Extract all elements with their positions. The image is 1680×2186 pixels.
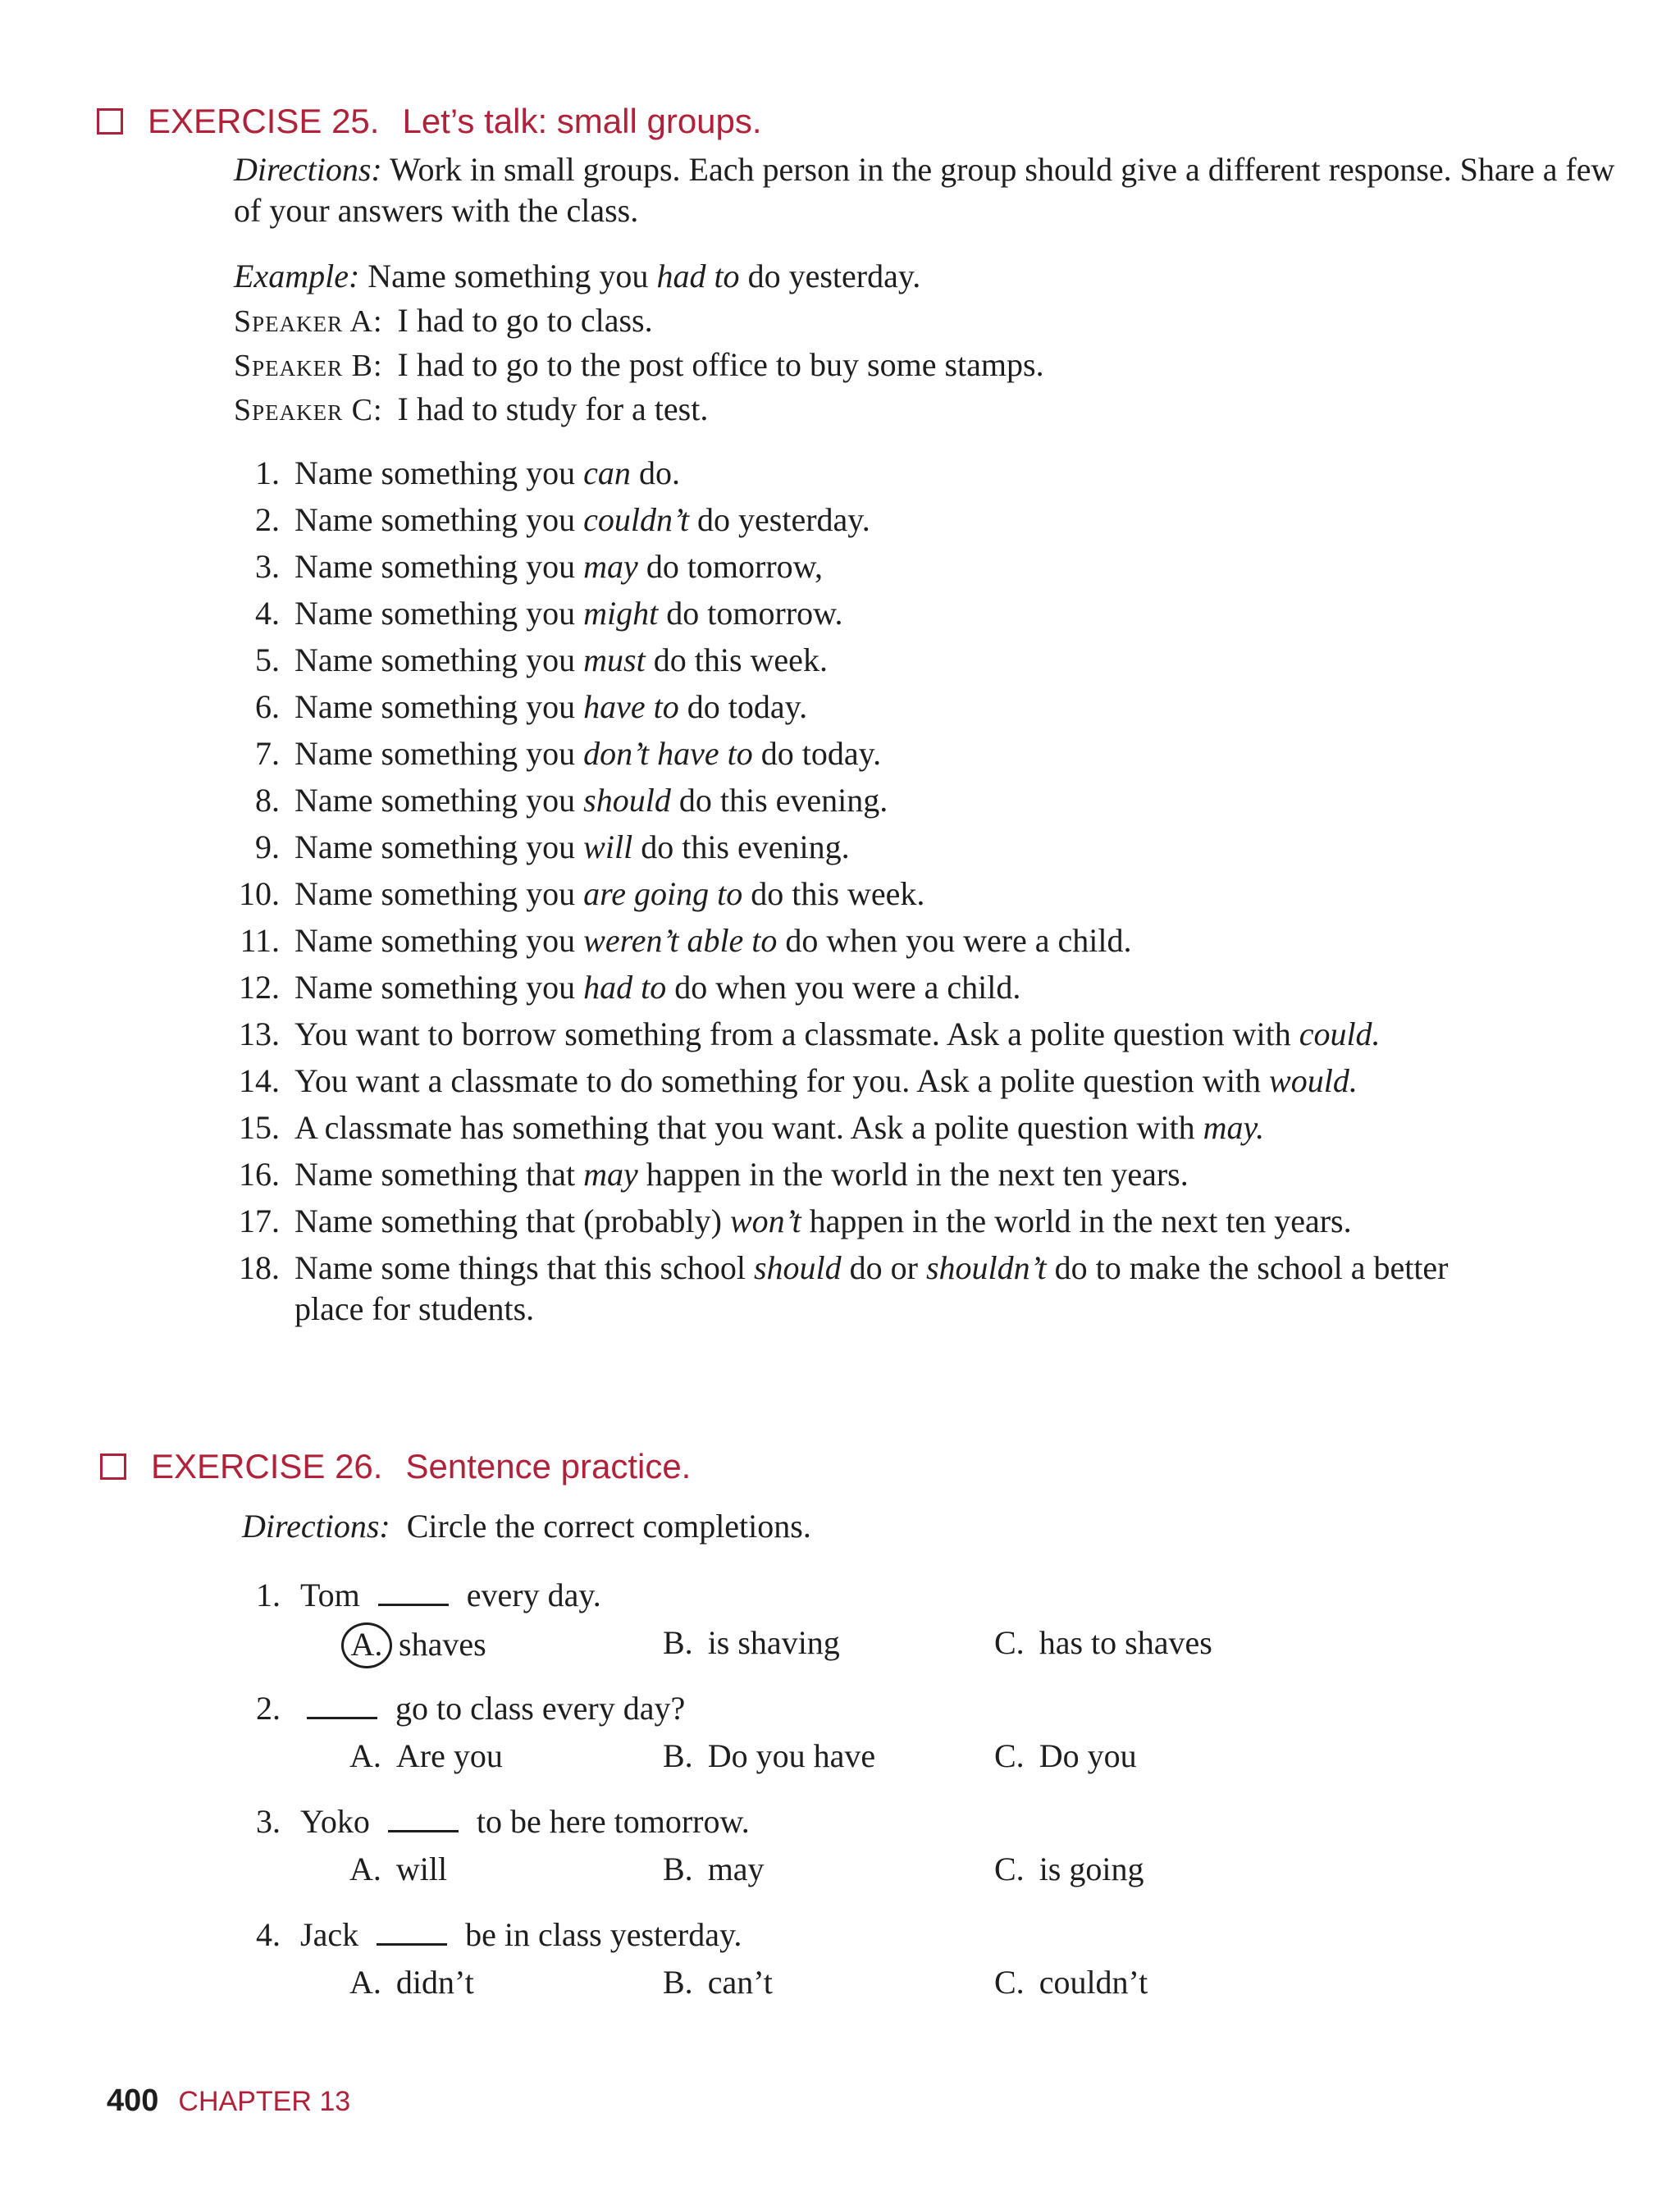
list-item <box>226 546 1538 587</box>
item-text-part: do yesterday. <box>689 501 870 538</box>
option-letter: B. <box>663 1624 693 1661</box>
speaker-b-text: I had to go to the post office to buy some stamps. <box>397 346 1044 383</box>
item-modal: would. <box>1269 1062 1358 1099</box>
chapter-label: CHAPTER 13 <box>178 2086 351 2117</box>
item-text-part: do to make the school a better place for students. <box>294 1249 1449 1327</box>
item-number: 6. <box>255 688 280 725</box>
directions-label: Directions: <box>242 1508 390 1545</box>
exercise-26-checkbox[interactable] <box>100 1454 126 1480</box>
item-text-part: do this week. <box>742 875 925 912</box>
item-number: 18. <box>239 1249 280 1286</box>
item-text <box>294 546 1525 587</box>
list-item <box>226 500 1538 541</box>
option-text: is shaving <box>707 1624 840 1661</box>
item-text <box>294 920 1525 961</box>
item-modal: won’t <box>729 1203 801 1239</box>
item-modal: must <box>583 641 646 678</box>
item-text-part: Name something you <box>294 688 584 725</box>
exercise-26-heading <box>100 1447 691 1486</box>
item-modal: may <box>583 1156 638 1193</box>
item-modal: couldn’t <box>583 501 690 538</box>
option-letter: C. <box>994 1851 1025 1887</box>
question-stem-post: every day. <box>466 1577 601 1613</box>
item-text-part: do today. <box>752 735 882 772</box>
item-text-part: do. <box>630 454 680 491</box>
item-text-part: Name something you <box>294 969 584 1006</box>
speaker-a-text: I had to go to class. <box>397 302 653 339</box>
item-text <box>294 593 1525 634</box>
item-text-part: Name something you <box>294 548 584 585</box>
option-b[interactable] <box>663 1849 765 1890</box>
item-number: 10. <box>239 875 280 912</box>
option-letter: C. <box>994 1624 1025 1661</box>
answer-blank <box>378 1579 449 1606</box>
item-text-part: You want a classmate to do something for you. Ask a polite question with <box>294 1062 1270 1099</box>
option-a[interactable] <box>349 1962 474 2003</box>
question-number: 4. <box>256 1916 281 1953</box>
item-text-part: A classmate has something that you want. Ask a polite question with <box>294 1109 1203 1146</box>
option-letter: C. <box>994 1964 1025 2001</box>
option-a[interactable] <box>349 1736 503 1777</box>
item-number: 5. <box>255 641 280 678</box>
item-text-part: do when you were a child. <box>666 969 1021 1006</box>
question-stem-pre: Yoko <box>300 1803 370 1840</box>
item-text-part: Name something you <box>294 735 584 772</box>
option-c[interactable] <box>994 1736 1137 1777</box>
item-number: 2. <box>255 501 280 538</box>
item-text-part: Name something you <box>294 922 584 959</box>
item-modal: will <box>583 828 633 865</box>
question-number: 3. <box>256 1803 281 1840</box>
item-text-part: happen in the world in the next ten years. <box>801 1203 1352 1239</box>
item-text <box>294 687 1525 728</box>
item-text-part: Name something you <box>294 828 584 865</box>
exercise-25-label: EXERCISE 25. <box>148 102 380 140</box>
speaker-b-line <box>234 345 1044 386</box>
option-letter: B. <box>663 1737 693 1774</box>
item-number: 15. <box>239 1109 280 1146</box>
directions-text: Work in small groups. Each person in the group should give a different response. Share a few of your answers with the class. <box>234 151 1615 229</box>
item-number: 14. <box>239 1062 280 1099</box>
circled-answer-a: A. <box>341 1622 392 1668</box>
list-item <box>226 967 1538 1008</box>
example-modal: had to <box>656 258 740 294</box>
question-2 <box>246 1688 685 1729</box>
option-text: Do you have <box>707 1737 876 1774</box>
item-text-part: Name some things that this school <box>294 1249 754 1286</box>
option-letter: B. <box>663 1964 693 2001</box>
question-3 <box>246 1801 750 1842</box>
option-b[interactable] <box>663 1962 773 2003</box>
item-number: 9. <box>255 828 280 865</box>
option-text: can’t <box>707 1964 773 2001</box>
question-stem-pre: Jack <box>300 1916 359 1953</box>
list-item <box>226 640 1538 681</box>
list-item <box>226 780 1538 821</box>
item-modal: weren’t able to <box>583 922 778 959</box>
item-text <box>294 1154 1525 1195</box>
option-text: has to shaves <box>1039 1624 1212 1661</box>
item-number: 16. <box>239 1156 280 1193</box>
item-text-part: Name something that (probably) <box>294 1203 730 1239</box>
item-text-part: happen in the world in the next ten years. <box>637 1156 1189 1193</box>
item-number: 13. <box>239 1015 280 1052</box>
question-1 <box>246 1575 601 1616</box>
item-number: 8. <box>255 782 280 819</box>
example-text-post: do yesterday. <box>747 258 921 294</box>
answer-blank <box>377 1919 447 1946</box>
speaker-c-label: Speaker C: <box>234 393 383 427</box>
item-modal: have to <box>583 688 679 725</box>
item-text-part: do tomorrow. <box>658 595 843 632</box>
item-number: 3. <box>255 548 280 585</box>
speaker-a-line <box>234 300 653 342</box>
item-modal: may <box>583 548 638 585</box>
list-item <box>226 1107 1538 1148</box>
option-text: Do you <box>1039 1737 1137 1774</box>
item-text-part: Name something you <box>294 501 584 538</box>
option-text: is going <box>1039 1851 1144 1887</box>
directions-text: Circle the correct completions. <box>406 1508 811 1545</box>
answer-blank <box>388 1805 459 1832</box>
item-modal: don’t have to <box>583 735 753 772</box>
item-text <box>294 453 1525 494</box>
question-number: 1. <box>256 1577 281 1613</box>
item-modal: had to <box>583 969 667 1006</box>
item-modal: might <box>583 595 659 632</box>
option-c[interactable] <box>994 1962 1148 2003</box>
option-text: will <box>395 1851 448 1887</box>
list-item <box>226 1248 1538 1330</box>
item-number: 17. <box>239 1203 280 1239</box>
item-modal: should <box>583 782 671 819</box>
speaker-a-label: Speaker A: <box>234 304 383 339</box>
question-stem-pre: Tom <box>300 1577 360 1613</box>
question-4 <box>246 1914 742 1956</box>
list-item <box>226 827 1538 868</box>
option-a[interactable] <box>349 1849 447 1890</box>
speaker-c-text: I had to study for a test. <box>397 390 709 427</box>
question-number: 2. <box>256 1690 281 1727</box>
item-text <box>294 1014 1525 1055</box>
list-item <box>226 1154 1538 1195</box>
item-number: 7. <box>255 735 280 772</box>
option-letter: A. <box>349 1737 381 1774</box>
item-text <box>294 967 1525 1008</box>
item-modal: may. <box>1203 1109 1265 1146</box>
item-text-part: Name something you <box>294 875 584 912</box>
page-number: 400 <box>107 2083 159 2118</box>
option-c[interactable] <box>994 1849 1144 1890</box>
item-text <box>294 1061 1525 1102</box>
directions-label: Directions: <box>234 151 382 188</box>
item-text-part: do this week. <box>645 641 828 678</box>
item-text-part: Name something you <box>294 595 584 632</box>
item-text-part: do tomorrow, <box>637 548 823 585</box>
exercise-25-list <box>226 453 1538 1335</box>
option-text: couldn’t <box>1039 1964 1148 2001</box>
exercise-25-directions <box>234 149 1620 231</box>
example-line <box>234 256 920 297</box>
list-item <box>226 1061 1538 1102</box>
speaker-c-line <box>234 389 708 431</box>
item-text <box>294 780 1525 821</box>
item-number: 4. <box>255 595 280 632</box>
option-text: Are you <box>395 1737 503 1774</box>
item-text-part: do when you were a child. <box>777 922 1132 959</box>
exercise-26-directions <box>242 1506 811 1547</box>
list-item <box>226 453 1538 494</box>
question-stem-post: be in class yesterday. <box>465 1916 742 1953</box>
answer-blank <box>307 1692 377 1719</box>
item-text-part: do this evening. <box>632 828 850 865</box>
option-text: may <box>707 1851 765 1887</box>
list-item <box>226 733 1538 774</box>
list-item <box>226 874 1538 915</box>
option-text: didn’t <box>395 1964 474 2001</box>
list-item <box>226 1201 1538 1242</box>
option-letter: A. <box>349 1851 381 1887</box>
exercise-25-checkbox[interactable] <box>97 108 123 135</box>
list-item <box>226 1014 1538 1055</box>
item-text <box>294 1248 1525 1330</box>
item-text-part: do today. <box>678 688 808 725</box>
item-text-part: Name something that <box>294 1156 584 1193</box>
item-number: 12. <box>239 969 280 1006</box>
item-text-part: You want to borrow something from a classmate. Ask a polite question with <box>294 1015 1299 1052</box>
option-text: shaves <box>399 1626 486 1663</box>
item-text <box>294 733 1525 774</box>
item-modal: are going to <box>583 875 743 912</box>
list-item <box>226 920 1538 961</box>
item-text-part: Name something you <box>294 782 584 819</box>
item-text-part: do this evening. <box>670 782 888 819</box>
item-text <box>294 1201 1525 1242</box>
page-footer <box>107 2083 350 2119</box>
exercise-26-label: EXERCISE 26. <box>151 1447 383 1485</box>
item-text-part: do or <box>841 1249 926 1286</box>
exercise-26-title: Sentence practice. <box>405 1447 692 1485</box>
option-a[interactable] <box>349 1622 486 1668</box>
item-number: 1. <box>255 454 280 491</box>
item-text <box>294 1107 1525 1148</box>
item-number: 11. <box>240 922 280 959</box>
exercise-25-title: Let’s talk: small groups. <box>402 102 762 140</box>
exercise-25-heading <box>97 102 762 141</box>
item-modal: shouldn’t <box>925 1249 1047 1286</box>
example-label: Example: <box>234 258 360 294</box>
option-c[interactable] <box>994 1622 1212 1663</box>
list-item <box>226 687 1538 728</box>
item-text <box>294 640 1525 681</box>
item-text <box>294 874 1525 915</box>
option-letter: C. <box>994 1737 1025 1774</box>
item-text-part: Name something you <box>294 641 584 678</box>
item-modal: could. <box>1299 1015 1381 1052</box>
item-modal: can <box>583 454 631 491</box>
list-item <box>226 593 1538 634</box>
question-stem-post: go to class every day? <box>395 1690 686 1727</box>
item-text <box>294 827 1525 868</box>
option-letter: B. <box>663 1851 693 1887</box>
item-text <box>294 500 1525 541</box>
item-modal: should <box>753 1249 842 1286</box>
option-b[interactable] <box>663 1736 875 1777</box>
option-letter: A. <box>349 1964 381 2001</box>
example-text-pre: Name something you <box>368 258 649 294</box>
question-stem-post: to be here tomorrow. <box>476 1803 750 1840</box>
option-b[interactable] <box>663 1622 840 1663</box>
speaker-b-label: Speaker B: <box>234 349 383 383</box>
item-text-part: Name something you <box>294 454 584 491</box>
